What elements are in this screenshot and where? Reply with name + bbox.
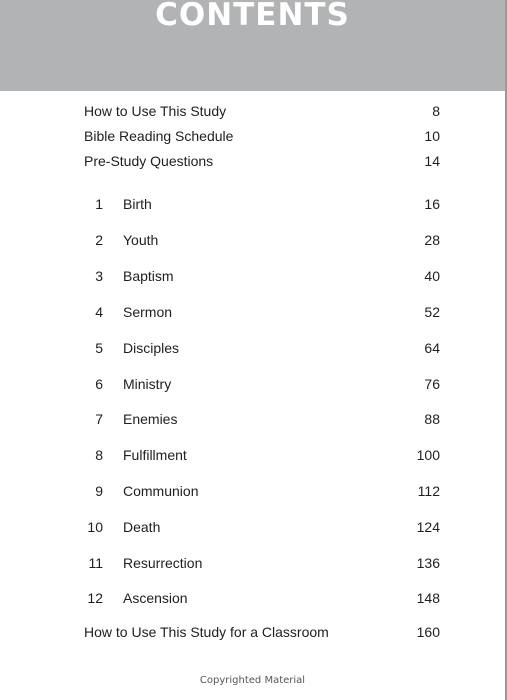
toc-chapter-2[interactable] <box>0 230 505 250</box>
chapter-title: Birth <box>123 196 152 212</box>
chapter-title: Ascension <box>123 590 188 606</box>
chapter-page: 64 <box>424 340 440 356</box>
chapter-title: Ministry <box>123 376 172 392</box>
chapter-number: 9 <box>95 483 103 499</box>
chapter-number: 6 <box>95 376 103 392</box>
toc-entry-pre-study-questions[interactable] <box>0 151 505 171</box>
chapter-number: 10 <box>87 519 103 535</box>
toc-chapter-9[interactable] <box>0 481 505 501</box>
chapter-title: Sermon <box>123 304 173 320</box>
chapter-page: 112 <box>417 483 440 499</box>
chapter-title: Disciples <box>123 340 180 356</box>
chapter-number: 2 <box>95 232 103 248</box>
chapter-title: Youth <box>123 232 159 248</box>
toc-entry-page: 8 <box>432 103 440 119</box>
toc-chapter-8[interactable] <box>0 445 505 465</box>
toc-chapter-4[interactable] <box>0 302 505 322</box>
toc-chapter-6[interactable] <box>0 374 505 394</box>
toc-chapter-11[interactable] <box>0 553 505 573</box>
chapter-number: 8 <box>95 447 103 463</box>
chapter-page: 16 <box>424 196 440 212</box>
toc-entry-page: 10 <box>424 128 440 144</box>
toc-chapter-5[interactable] <box>0 338 505 358</box>
toc-chapter-3[interactable] <box>0 266 505 286</box>
toc-chapter-12[interactable] <box>0 588 505 608</box>
chapter-number: 12 <box>87 590 103 606</box>
chapter-title: Enemies <box>123 411 178 427</box>
toc-entry-title: Bible Reading Schedule <box>84 128 234 144</box>
toc-entry-title: How to Use This Study <box>84 103 227 119</box>
chapter-page: 88 <box>424 411 440 427</box>
chapter-number: 5 <box>95 340 103 356</box>
chapter-number: 1 <box>95 196 103 212</box>
chapter-title: Resurrection <box>123 555 203 571</box>
contents-header <box>0 0 505 91</box>
toc-chapter-1[interactable] <box>0 194 505 214</box>
chapter-number: 7 <box>95 411 103 427</box>
chapter-number: 11 <box>88 555 103 571</box>
chapter-page: 52 <box>424 304 440 320</box>
chapter-page: 148 <box>416 590 440 606</box>
chapter-title: Communion <box>123 483 199 499</box>
toc-entry-title: Pre-Study Questions <box>84 153 214 169</box>
chapter-title: Baptism <box>123 268 174 284</box>
toc-entry-page: 14 <box>424 153 440 169</box>
toc-entry-title: How to Use This Study for a Classroom <box>84 624 329 640</box>
page-title: CONTENTS <box>155 0 350 33</box>
chapter-number: 3 <box>95 268 103 284</box>
toc-entry-classroom[interactable] <box>0 622 505 642</box>
toc-chapter-7[interactable] <box>0 409 505 429</box>
chapter-title: Fulfillment <box>123 447 187 463</box>
chapter-page: 136 <box>416 555 440 571</box>
chapter-page: 124 <box>416 519 440 535</box>
chapter-page: 100 <box>416 447 440 463</box>
toc-entry-page: 160 <box>416 624 440 640</box>
chapter-number: 4 <box>95 304 103 320</box>
chapter-title: Death <box>123 519 161 535</box>
toc-entry-reading-schedule[interactable] <box>0 126 505 146</box>
chapter-page: 28 <box>424 232 440 248</box>
toc-entry-how-to-use[interactable] <box>0 101 505 121</box>
copyright-notice: Copyrighted Material <box>199 675 306 686</box>
chapter-page: 40 <box>424 268 440 284</box>
chapter-page: 76 <box>424 376 440 392</box>
toc-chapter-10[interactable] <box>0 517 505 537</box>
